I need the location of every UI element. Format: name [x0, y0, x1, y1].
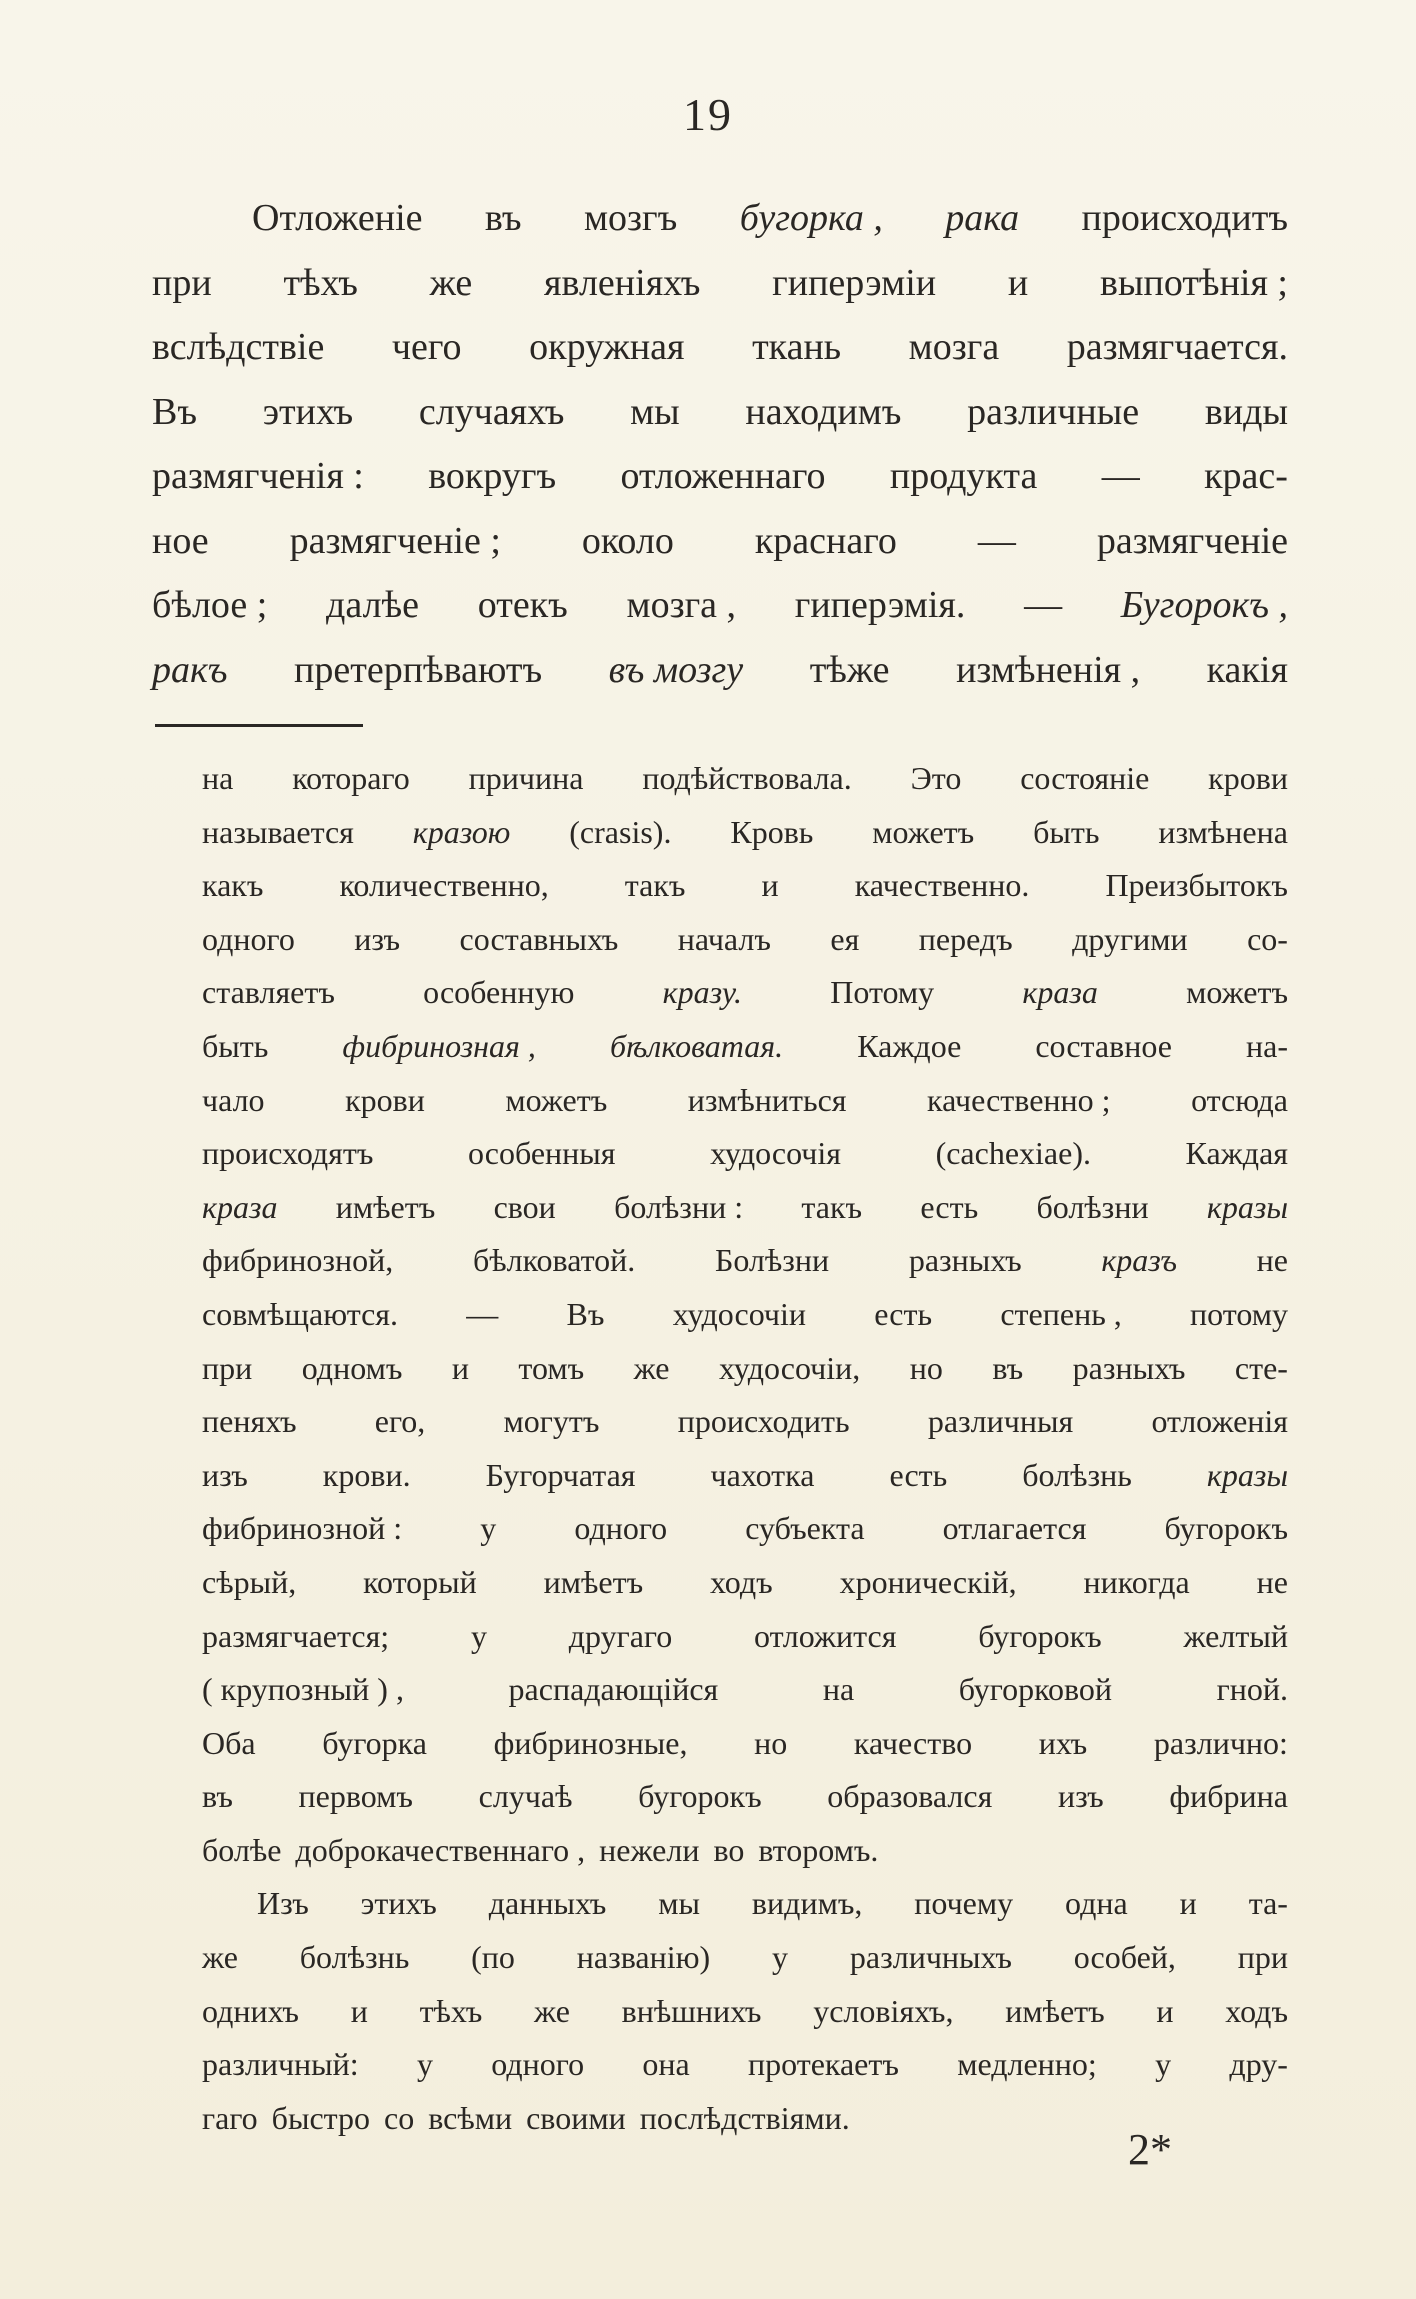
- word: различныхъ: [849, 1939, 1012, 1976]
- word: своими: [526, 2099, 626, 2136]
- footnote-line: [202, 1074, 1288, 1128]
- word: отсюда: [1191, 1081, 1288, 1118]
- word: такъ: [801, 1188, 863, 1225]
- footnote-line: [202, 1931, 1288, 1985]
- word: Бугорчатая: [485, 1456, 636, 1493]
- word: фибрина: [1169, 1778, 1288, 1815]
- word: вокругъ: [428, 455, 557, 497]
- footnote-line: [202, 913, 1288, 967]
- word: Каждое: [857, 1027, 962, 1064]
- word: —: [466, 1295, 499, 1332]
- footnote-line: [202, 752, 1288, 806]
- word: одномъ: [301, 1349, 403, 1386]
- word: ходъ: [710, 1563, 773, 1600]
- word: одного: [491, 2046, 585, 2083]
- word: ихъ: [1038, 1724, 1088, 1761]
- footnote-line: [202, 1234, 1288, 1288]
- word: этихъ: [262, 390, 354, 433]
- word: первомъ: [298, 1778, 413, 1815]
- word: отекъ: [477, 584, 568, 626]
- word: отложится: [753, 1617, 897, 1654]
- word: изъ: [202, 1456, 248, 1493]
- word: мы: [658, 1885, 700, 1922]
- word: отложенія: [1151, 1403, 1288, 1440]
- word: случаяхъ: [418, 390, 565, 433]
- word: окружная: [529, 326, 685, 368]
- footnote-line: [202, 2092, 1288, 2146]
- word: изъ: [354, 920, 401, 957]
- word: размягченія :: [152, 455, 364, 497]
- word: же: [534, 1992, 570, 2029]
- word: имѣетъ: [543, 1563, 644, 1600]
- word: тѣже: [809, 648, 890, 691]
- word: измѣненія ,: [956, 648, 1141, 691]
- word: фибринозная ,: [342, 1027, 536, 1064]
- word: крас-: [1204, 455, 1288, 497]
- word: Болѣзни: [714, 1242, 830, 1279]
- word: бугорка ,: [739, 197, 883, 239]
- word: виды: [1204, 390, 1288, 433]
- word: одного: [202, 920, 295, 957]
- word: другаго: [568, 1617, 673, 1654]
- word: медленно;: [957, 2046, 1097, 2083]
- footnote-line: [202, 1181, 1288, 1235]
- word: одного: [574, 1510, 668, 1547]
- word: различно:: [1153, 1724, 1288, 1761]
- word: у: [772, 1939, 789, 1976]
- word: при: [202, 1349, 253, 1386]
- word: Въ: [566, 1295, 605, 1332]
- word: желтый: [1183, 1617, 1288, 1654]
- word: бугорокъ: [1164, 1510, 1288, 1547]
- main-text-line: [152, 444, 1288, 509]
- footnote-line: [202, 1502, 1288, 1556]
- word: который: [363, 1563, 477, 1600]
- word: причина: [468, 760, 584, 796]
- word: ея: [830, 920, 860, 957]
- word: быстро: [271, 2099, 371, 2136]
- word: этихъ: [360, 1885, 437, 1922]
- word: и: [350, 1992, 368, 2029]
- word: болѣзни :: [614, 1188, 744, 1225]
- word: въ: [992, 1349, 1024, 1386]
- footnote-line: [202, 966, 1288, 1020]
- footnote-line: [202, 1770, 1288, 1824]
- word: же: [429, 261, 473, 304]
- word: крови: [345, 1081, 425, 1118]
- word: далѣе: [326, 584, 420, 626]
- word: Изъ: [257, 1885, 309, 1922]
- word: кразы: [1206, 1456, 1288, 1493]
- word: гиперэміи: [772, 261, 937, 304]
- word: качественно ;: [927, 1081, 1111, 1118]
- word: пеняхъ: [202, 1403, 297, 1440]
- word: краза: [1022, 974, 1098, 1011]
- word: у: [470, 1617, 487, 1654]
- word: бугорка: [322, 1724, 427, 1761]
- main-text-line: [152, 573, 1288, 638]
- word: на-: [1246, 1027, 1288, 1064]
- word: болѣзнь: [299, 1939, 410, 1976]
- word: и: [451, 1349, 469, 1386]
- word: ное: [152, 519, 209, 562]
- footnote-separator: [155, 724, 363, 727]
- word: такъ: [624, 867, 686, 904]
- word: второмъ.: [758, 1831, 879, 1868]
- word: никогда: [1083, 1563, 1190, 1600]
- word: бугорокъ: [978, 1617, 1102, 1654]
- word: та-: [1248, 1885, 1288, 1922]
- word: и: [1156, 1992, 1174, 2029]
- word: болѣзнь: [1022, 1456, 1132, 1493]
- word: же: [202, 1939, 238, 1976]
- word: же: [633, 1349, 670, 1386]
- word: могутъ: [503, 1403, 600, 1440]
- word: какъ: [202, 867, 264, 904]
- word: Въ: [152, 390, 197, 433]
- word: качество: [853, 1724, 973, 1761]
- word: подѣйствовала.: [642, 760, 852, 796]
- word: различный:: [202, 2046, 359, 2083]
- word: Каждая: [1185, 1135, 1288, 1172]
- signature-mark: 2*: [1128, 2125, 1172, 2174]
- footnote-line: [202, 1663, 1288, 1717]
- main-text-line: [152, 186, 1288, 251]
- word: со-: [1247, 920, 1288, 957]
- footnote-line: [202, 2038, 1288, 2092]
- word: особенныя: [467, 1135, 616, 1172]
- word: протекаетъ: [748, 2046, 899, 2083]
- footnote-line: [202, 1342, 1288, 1396]
- word: (по: [471, 1939, 515, 1976]
- word: сѣрый,: [202, 1563, 297, 1600]
- word: происходить: [677, 1403, 850, 1440]
- word: (cachexiae).: [935, 1135, 1091, 1172]
- footnote-line: [202, 1395, 1288, 1449]
- word: (crasis).: [569, 813, 672, 850]
- footnote-line: [202, 1985, 1288, 2039]
- word: измѣниться: [687, 1081, 847, 1118]
- word: можетъ: [872, 813, 975, 850]
- footnote-line: [202, 806, 1288, 860]
- word: и: [1179, 1885, 1197, 1922]
- word: видимъ,: [751, 1885, 863, 1922]
- word: названію): [576, 1939, 711, 1976]
- word: можетъ: [505, 1081, 608, 1118]
- word: выпотѣнія ;: [1100, 261, 1288, 304]
- word: мозга ,: [626, 584, 737, 626]
- word: находимъ: [745, 390, 902, 433]
- word: мы: [630, 390, 680, 433]
- word: —: [1024, 584, 1063, 626]
- word: ставляетъ: [202, 974, 335, 1011]
- word: при: [152, 261, 212, 304]
- word: бѣлое ;: [152, 584, 268, 626]
- word: быть: [202, 1027, 269, 1064]
- word: его,: [374, 1403, 426, 1440]
- word: происходитъ: [1081, 197, 1288, 239]
- word: измѣнена: [1158, 813, 1288, 850]
- word: качественно.: [854, 867, 1030, 904]
- word: вслѣдствіе: [152, 326, 325, 368]
- word: не: [1256, 1242, 1288, 1279]
- word: чахотка: [710, 1456, 815, 1493]
- word: худосочіи: [672, 1295, 807, 1332]
- word: передъ: [918, 920, 1013, 957]
- word: въ: [484, 197, 522, 239]
- word: есть: [920, 1188, 979, 1225]
- main-text-line: [152, 315, 1288, 380]
- word: условіяхъ,: [813, 1992, 954, 2029]
- word: всѣми: [428, 2099, 513, 2136]
- word: потому: [1190, 1295, 1288, 1332]
- word: она: [642, 2046, 690, 2083]
- word: —: [1101, 455, 1140, 497]
- word: случаѣ: [478, 1778, 573, 1815]
- word: при: [1237, 1939, 1288, 1976]
- word: но: [754, 1724, 788, 1761]
- word: на: [202, 760, 234, 796]
- word: у: [480, 1510, 497, 1547]
- word: въ: [202, 1778, 233, 1815]
- word: какія: [1206, 648, 1288, 691]
- word: размягчается.: [1066, 326, 1288, 368]
- word: размягчается;: [202, 1617, 390, 1654]
- word: Потому: [830, 974, 935, 1011]
- word: Преизбытокъ: [1105, 867, 1288, 904]
- word: но: [909, 1349, 943, 1386]
- word: особенную: [423, 974, 575, 1011]
- word: размягченіе: [1096, 519, 1288, 562]
- main-text-line: [152, 251, 1288, 316]
- word: составныхъ: [459, 920, 619, 957]
- word: худосочія: [710, 1135, 841, 1172]
- word: имѣетъ: [1005, 1992, 1105, 2029]
- page-number: 19: [683, 89, 733, 140]
- word: болѣзни: [1036, 1188, 1149, 1225]
- main-text-line: [152, 380, 1288, 445]
- word: и: [1007, 261, 1029, 304]
- word: данныхъ: [488, 1885, 607, 1922]
- word: и: [761, 867, 779, 904]
- word: въ мозгу: [608, 648, 744, 691]
- word: размягченіе ;: [289, 519, 501, 562]
- word: продукта: [889, 455, 1038, 497]
- word: бугорокъ: [638, 1778, 762, 1815]
- word: особей,: [1073, 1939, 1176, 1976]
- word: фибринозной :: [202, 1510, 403, 1547]
- word: фибринозные,: [493, 1724, 688, 1761]
- word: кразы: [1206, 1188, 1288, 1225]
- word: почему: [914, 1885, 1014, 1922]
- word: крови: [1208, 760, 1288, 796]
- word: кразъ: [1101, 1242, 1177, 1279]
- word: имѣетъ: [335, 1188, 436, 1225]
- word: томъ: [518, 1349, 585, 1386]
- word: чего: [391, 326, 462, 368]
- word: явленіяхъ: [544, 261, 701, 304]
- word: Кровь: [730, 813, 814, 850]
- word: во: [713, 1831, 745, 1868]
- footnote-text: [202, 752, 1288, 2145]
- footnote-line: [202, 1610, 1288, 1664]
- word: Оба: [202, 1724, 256, 1761]
- footnote-line: [202, 1824, 1288, 1878]
- word: гиперэмія.: [794, 584, 966, 626]
- word: ходъ: [1225, 1992, 1288, 2029]
- word: степень ,: [1000, 1295, 1122, 1332]
- word: распадающійся: [508, 1671, 719, 1708]
- main-paragraph: [152, 186, 1288, 702]
- word: Это: [910, 760, 962, 796]
- word: ( крупозный ) ,: [202, 1671, 404, 1708]
- word: доброкачественнаго ,: [295, 1831, 586, 1868]
- word: можетъ: [1186, 974, 1288, 1011]
- word: состояніе: [1020, 760, 1150, 796]
- main-text-line: [152, 509, 1288, 574]
- footnote-line: [202, 1717, 1288, 1771]
- word: быть: [1033, 813, 1100, 850]
- word: —: [977, 519, 1016, 562]
- footnote-line: [202, 1127, 1288, 1181]
- word: претерпѣваютъ: [294, 648, 543, 691]
- word: разныхъ: [908, 1242, 1022, 1279]
- word: рака: [945, 197, 1020, 239]
- word: составное: [1035, 1027, 1172, 1064]
- word: болѣе: [202, 1831, 282, 1868]
- word: у: [416, 2046, 433, 2083]
- word: котораго: [292, 760, 410, 796]
- word: бѣлковатая.: [609, 1027, 784, 1064]
- word: крови.: [322, 1456, 411, 1493]
- word: изъ: [1057, 1778, 1104, 1815]
- word: ткань: [752, 326, 842, 368]
- word: Бугорокъ ,: [1120, 584, 1288, 626]
- word: бѣлковатой.: [472, 1242, 636, 1279]
- word: бугорковой: [958, 1671, 1113, 1708]
- word: есть: [889, 1456, 948, 1493]
- word: началъ: [677, 920, 771, 957]
- word: нежели: [599, 1831, 700, 1868]
- footnote-line: [202, 1556, 1288, 1610]
- footnote-line: [202, 1877, 1288, 1931]
- word: краснаго: [754, 519, 897, 562]
- word: тѣхъ: [419, 1992, 483, 2029]
- word: кразу.: [662, 974, 743, 1011]
- word: худосочіи,: [718, 1349, 861, 1386]
- word: есть: [874, 1295, 933, 1332]
- word: количественно,: [339, 867, 549, 904]
- word: внѣшнихъ: [621, 1992, 762, 2029]
- footnote-line: [202, 1020, 1288, 1074]
- word: чало: [202, 1081, 265, 1118]
- word: свои: [493, 1188, 556, 1225]
- word: различныя: [927, 1403, 1074, 1440]
- footnote-line: [202, 1449, 1288, 1503]
- word: со: [384, 2099, 415, 2136]
- word: мозга: [908, 326, 1000, 368]
- main-text-line: [152, 638, 1288, 703]
- word: однихъ: [202, 1992, 299, 2029]
- word: отложеннаго: [620, 455, 826, 497]
- word: фибринозной,: [202, 1242, 394, 1279]
- word: на: [822, 1671, 855, 1708]
- word: сте-: [1234, 1349, 1288, 1386]
- word: около: [581, 519, 674, 562]
- word: хроническій,: [839, 1563, 1017, 1600]
- word: одна: [1065, 1885, 1128, 1922]
- word: тѣхъ: [283, 261, 358, 304]
- word: Отложеніе: [252, 197, 423, 239]
- word: субъекта: [745, 1510, 865, 1547]
- word: послѣдствіями.: [639, 2099, 850, 2136]
- word: гной.: [1216, 1671, 1288, 1708]
- word: совмѣщаются.: [202, 1295, 399, 1332]
- word: называется: [202, 813, 354, 850]
- word: разныхъ: [1072, 1349, 1186, 1386]
- word: кразою: [412, 813, 511, 850]
- word: ракъ: [152, 648, 228, 691]
- footnote-line: [202, 859, 1288, 913]
- word: не: [1256, 1563, 1288, 1600]
- footnote-line: [202, 1288, 1288, 1342]
- word: различные: [967, 390, 1140, 433]
- word: у: [1155, 2046, 1172, 2083]
- word: краза: [202, 1188, 278, 1225]
- word: образовался: [827, 1778, 993, 1815]
- word: другими: [1072, 920, 1188, 957]
- word: гаго: [202, 2099, 258, 2136]
- word: отлагается: [942, 1510, 1087, 1547]
- word: происходятъ: [202, 1135, 374, 1172]
- word: мозгъ: [584, 197, 678, 239]
- word: дру-: [1229, 2046, 1288, 2083]
